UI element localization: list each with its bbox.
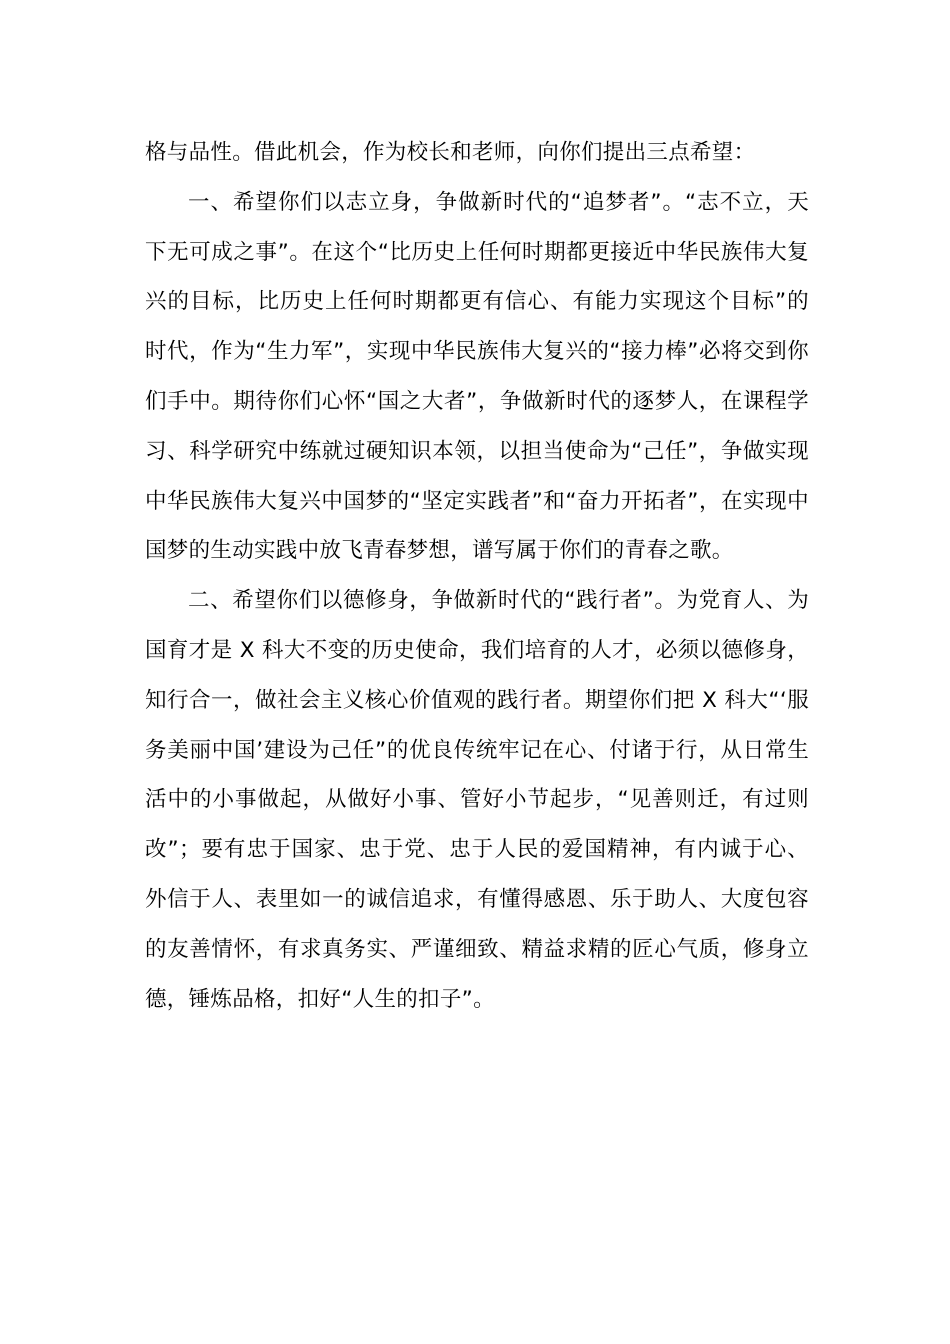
paragraph-continuation: 格与品性。借此机会，作为校长和老师，向你们提出三点希望：: [145, 140, 756, 165]
paragraph-hope-one: 一、希望你们以志立身，争做新时代的“追梦者”。“志不立，天下无可成之事”。在这个“比历史上任何时期都更接近中华民族伟大复兴的目标，比历史上任何时期都更有信心、有能力实现这个目标”的时代，作为“生力军”，实现中华民族伟大复兴的“接力棒”必将交到你们手中。期待你们心怀“国之大者”，争做新时代的逐梦人，在课程学习、科学研究中练就过硬知识本领，以担当使命为“己任”，争做实现中华民族伟大复兴中国梦的“坚定实践者”和“奋力开拓者”，在实现中国梦的生动实践中放飞青春梦想，谱写属于你们的青春之歌。: [145, 189, 809, 564]
body-text: [145, 128, 809, 1024]
paragraph-hope-two: 二、希望你们以德修身，争做新时代的“践行者”。为党育人、为国育才是 X 科大不变的历史使命，我们培育的人才，必须以德修身，知行合一，做社会主义核心价值观的践行者。期望你们把 X 科大“‘服务美丽中国’建设为己任”的优良传统牢记在心、付诸于行，从日常生活中的小事做起，从做好小事、管好小节起步，“见善则迁，有过则改”；要有忠于国家、忠于党、忠于人民的爱国精神，有内诚于心、外信于人、表里如一的诚信追求，有懂得感恩、乐于助人、大度包容的友善情怀，有求真务实、严谨细致、精益求精的匠心气质，修身立德，锤炼品格，扣好“人生的扣子”。: [145, 588, 809, 1012]
